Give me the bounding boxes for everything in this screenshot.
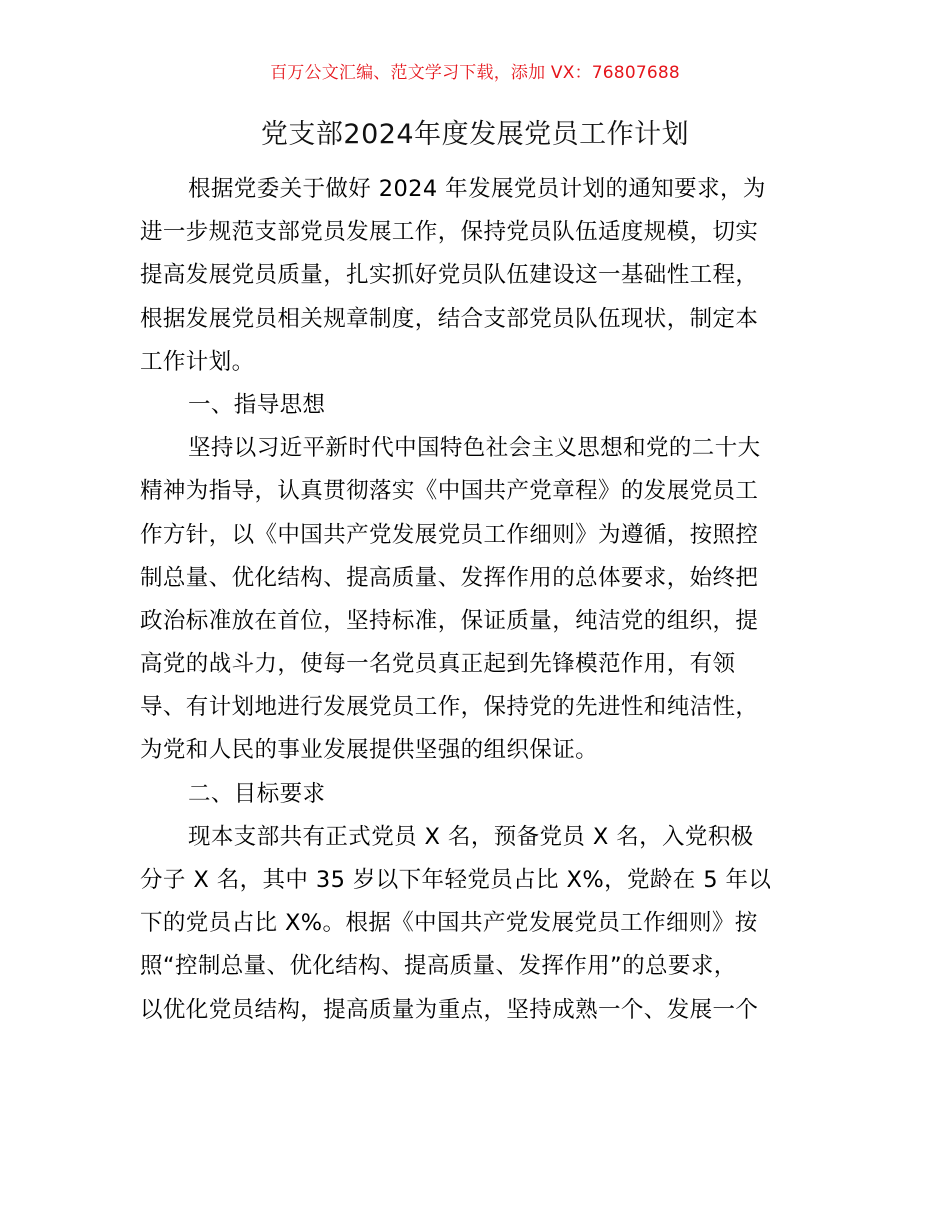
section-heading-guiding-ideology: [140, 384, 820, 427]
text-line: 提高发展党员质量，扎实抓好党员队伍建设这一基础性工程，: [140, 262, 759, 289]
text-line: 政治标准放在首位，坚持标准，保证质量，纯洁党的组织，提: [140, 607, 759, 634]
section-heading: 一、指导思想: [188, 391, 326, 418]
text-line: 工作计划。: [140, 348, 255, 375]
text-line: 为党和人民的事业发展提供坚强的组织保证。: [140, 737, 599, 764]
text-line: 制总量、优化结构、提高质量、发挥作用的总体要求，始终把: [140, 564, 759, 591]
download-banner: 百万公文汇编、范文学习下载，添加 VX：76807688: [270, 63, 680, 83]
paragraph-intro: [140, 168, 820, 384]
text-line: 进一步规范支部党员发展工作，保持党员队伍适度规模，切实: [140, 219, 759, 246]
text-line: 作方针，以《中国共产党发展党员工作细则》为遵循，按照控: [140, 521, 759, 548]
text-line: 照“控制总量、优化结构、提高质量、发挥作用”的总要求，: [140, 953, 737, 980]
text-line: 分子 X 名，其中 35 岁以下年轻党员占比 X%，党龄在 5 年以: [140, 867, 772, 893]
document-title: 党支部2024年度发展党员工作计划: [260, 119, 690, 150]
text-line: 导、有计划地进行发展党员工作，保持党的先进性和纯洁性，: [140, 694, 759, 721]
text-line: 以优化党员结构，提高质量为重点，坚持成熟一个、发展一个: [140, 996, 759, 1023]
document-body: [140, 168, 820, 1032]
section-heading-objectives: [140, 773, 820, 816]
text-line: 高党的战斗力，使每一名党员真正起到先锋模范作用，有领: [140, 651, 736, 678]
text-line: 现本支部共有正式党员 X 名，预备党员 X 名，入党积极: [188, 823, 754, 850]
text-line: 根据发展党员相关规章制度，结合支部党员队伍现状，制定本: [140, 305, 759, 332]
paragraph-objectives: [140, 816, 820, 1032]
text-line: 精神为指导，认真贯彻落实《中国共产党章程》的发展党员工: [140, 478, 759, 505]
paragraph-guiding-ideology: [140, 427, 820, 773]
text-line: 根据党委关于做好 2024 年发展党员计划的通知要求，为: [188, 176, 766, 202]
section-heading: 二、目标要求: [188, 780, 326, 807]
text-line: 坚持以习近平新时代中国特色社会主义思想和党的二十大: [188, 435, 761, 462]
text-line: 下的党员占比 X%。根据《中国共产党发展党员工作细则》按: [140, 910, 758, 937]
